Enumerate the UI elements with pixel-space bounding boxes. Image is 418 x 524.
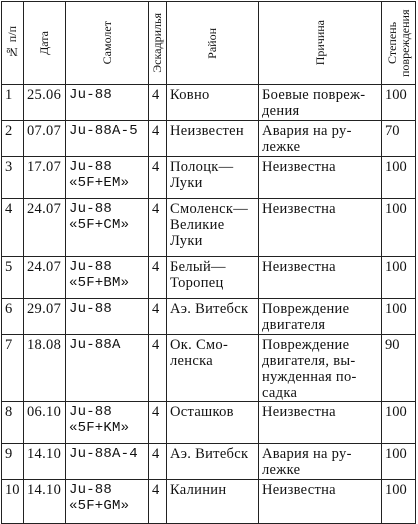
- cell-squadron-text: 4: [152, 159, 160, 175]
- losses-table: [1, 1, 416, 524]
- cell-date: [24, 335, 66, 402]
- header-region: [167, 2, 259, 85]
- cell-squadron: [149, 299, 167, 335]
- cell-degree-text: 100: [385, 259, 407, 275]
- cell-plane-text: Ju-88: [69, 259, 113, 275]
- cell-degree: [382, 335, 416, 402]
- cell-num: [2, 335, 24, 402]
- cell-squadron-text: 4: [152, 482, 160, 498]
- cell-region-text: Великие: [170, 217, 225, 233]
- header-squadron-label: Эскадрилья: [150, 13, 164, 73]
- cell-degree: [382, 444, 416, 480]
- cell-cause-text: лежке: [262, 139, 301, 155]
- header-degree: [382, 2, 416, 85]
- header-region-label: Район: [205, 27, 219, 59]
- header-date: [24, 2, 66, 85]
- table-row: [2, 480, 416, 524]
- cell-num-text: 9: [5, 446, 13, 462]
- table-row: [2, 121, 416, 157]
- cell-date-text: 14.10: [27, 482, 62, 498]
- cell-plane: [66, 335, 149, 402]
- cell-num-text: 4: [5, 201, 13, 217]
- cell-plane-text: «5F+GM»: [69, 498, 130, 514]
- cell-num-text: 7: [5, 337, 13, 353]
- header-plane-label: Самолет: [99, 21, 114, 65]
- cell-region: [167, 121, 259, 157]
- cell-cause: [259, 257, 382, 299]
- cell-date-text: 07.07: [27, 123, 62, 139]
- cell-num: [2, 257, 24, 299]
- table-body: [2, 85, 416, 524]
- table-row: [2, 299, 416, 335]
- cell-squadron-text: 4: [152, 404, 160, 420]
- cell-cause: [259, 121, 382, 157]
- cell-degree: [382, 199, 416, 257]
- cell-date-text: 18.08: [27, 337, 62, 353]
- cell-cause: [259, 335, 382, 402]
- cell-squadron-text: 4: [152, 87, 160, 103]
- cell-num-text: 5: [5, 259, 13, 275]
- cell-squadron: [149, 121, 167, 157]
- cell-date-text: 24.07: [27, 259, 62, 275]
- cell-num-text: 1: [5, 87, 13, 103]
- header-num-label: № п/п: [5, 26, 19, 60]
- cell-cause: [259, 444, 382, 480]
- cell-cause-text: Авария на ру-: [262, 446, 352, 462]
- cell-plane: [66, 444, 149, 480]
- cell-degree: [382, 157, 416, 199]
- cell-region-text: Луки: [170, 175, 203, 191]
- cell-degree: [382, 299, 416, 335]
- cell-num-text: 10: [5, 482, 20, 498]
- cell-squadron: [149, 199, 167, 257]
- table-row: [2, 157, 416, 199]
- cell-date: [24, 85, 66, 121]
- cell-plane: [66, 257, 149, 299]
- cell-degree: [382, 480, 416, 524]
- cell-cause-text: садка: [262, 385, 298, 401]
- cell-region-text: Аэ. Витебск: [170, 301, 249, 317]
- cell-squadron: [149, 85, 167, 121]
- cell-plane-text: Ju-88: [69, 301, 113, 317]
- cell-degree-text: 90: [385, 337, 400, 353]
- cell-plane: [66, 157, 149, 199]
- cell-num-text: 3: [5, 159, 13, 175]
- cell-degree-text: 100: [385, 301, 407, 317]
- cell-cause-text: Боевые повреж-: [262, 87, 366, 103]
- cell-squadron-text: 4: [152, 337, 160, 353]
- cell-date-text: 25.06: [27, 87, 62, 103]
- cell-degree: [382, 257, 416, 299]
- cell-plane-text: Ju-88: [69, 404, 113, 420]
- cell-region-text: Торопец: [170, 275, 224, 291]
- cell-date: [24, 157, 66, 199]
- cell-cause: [259, 402, 382, 444]
- table-row: [2, 444, 416, 480]
- cell-cause-text: Повреждение: [262, 301, 350, 317]
- cell-date: [24, 257, 66, 299]
- cell-cause-text: Неизвестна: [262, 159, 336, 175]
- cell-cause-text: нужденная по-: [262, 369, 357, 385]
- cell-plane: [66, 121, 149, 157]
- cell-date: [24, 121, 66, 157]
- cell-date: [24, 299, 66, 335]
- cell-num: [2, 299, 24, 335]
- cell-plane: [66, 199, 149, 257]
- cell-region: [167, 335, 259, 402]
- table-row: [2, 402, 416, 444]
- cell-degree-text: 100: [385, 201, 407, 217]
- cell-squadron: [149, 157, 167, 199]
- cell-degree: [382, 402, 416, 444]
- cell-cause: [259, 157, 382, 199]
- cell-cause: [259, 199, 382, 257]
- cell-region-text: Ок. Смо-: [170, 337, 229, 353]
- cell-cause-text: лежке: [262, 462, 301, 478]
- cell-plane-text: «5F+KM»: [69, 420, 130, 436]
- cell-squadron: [149, 335, 167, 402]
- cell-squadron-text: 4: [152, 201, 160, 217]
- cell-region: [167, 157, 259, 199]
- cell-squadron: [149, 257, 167, 299]
- header-degree-label: Степень повреждения: [384, 9, 412, 77]
- cell-date: [24, 199, 66, 257]
- cell-cause: [259, 480, 382, 524]
- cell-region: [167, 402, 259, 444]
- cell-squadron: [149, 444, 167, 480]
- cell-degree-text: 100: [385, 482, 407, 498]
- cell-region-text: Ковно: [170, 87, 210, 103]
- cell-degree-text: 100: [385, 404, 407, 420]
- cell-squadron-text: 4: [152, 446, 160, 462]
- cell-region: [167, 444, 259, 480]
- cell-plane-text: Ju-88: [69, 482, 113, 498]
- cell-date-text: 14.10: [27, 446, 62, 462]
- cell-plane-text: Ju-88A: [69, 337, 121, 353]
- cell-num: [2, 480, 24, 524]
- header-row: [2, 2, 416, 85]
- cell-region: [167, 199, 259, 257]
- header-date-label: Дата: [37, 31, 51, 55]
- table-row: [2, 199, 416, 257]
- table-row: [2, 257, 416, 299]
- cell-plane-text: Ju-88: [69, 159, 113, 175]
- header-squadron: [149, 2, 167, 85]
- cell-squadron: [149, 480, 167, 524]
- cell-num: [2, 157, 24, 199]
- cell-region: [167, 257, 259, 299]
- cell-date-text: 24.07: [27, 201, 62, 217]
- cell-plane: [66, 402, 149, 444]
- table-row: [2, 335, 416, 402]
- cell-cause-text: Авария на ру-: [262, 123, 352, 139]
- cell-squadron: [149, 402, 167, 444]
- cell-cause-text: Неизвестна: [262, 482, 336, 498]
- cell-region-text: Осташков: [170, 404, 234, 420]
- cell-plane: [66, 85, 149, 121]
- table-row: [2, 85, 416, 121]
- cell-plane-text: «5F+EM»: [69, 175, 130, 191]
- cell-plane-text: Ju-88A-4: [69, 446, 138, 462]
- cell-region: [167, 480, 259, 524]
- cell-squadron-text: 4: [152, 259, 160, 275]
- cell-plane-text: Ju-88: [69, 201, 113, 217]
- cell-cause-text: двигателя, вы-: [262, 353, 356, 369]
- cell-degree: [382, 121, 416, 157]
- header-plane: [66, 2, 149, 85]
- cell-date-text: 06.10: [27, 404, 62, 420]
- cell-degree: [382, 85, 416, 121]
- cell-region-text: Неизвестен: [170, 123, 244, 139]
- cell-squadron-text: 4: [152, 123, 160, 139]
- cell-squadron-text: 4: [152, 301, 160, 317]
- cell-degree-text: 100: [385, 159, 407, 175]
- cell-date: [24, 480, 66, 524]
- cell-region-text: Калинин: [170, 482, 227, 498]
- header-cause: [259, 2, 382, 85]
- cell-num-text: 2: [5, 123, 13, 139]
- cell-num: [2, 444, 24, 480]
- cell-num: [2, 199, 24, 257]
- cell-cause: [259, 299, 382, 335]
- header-cause-label: Причина: [312, 20, 327, 66]
- cell-region: [167, 85, 259, 121]
- cell-cause-text: Неизвестна: [262, 259, 336, 275]
- cell-date: [24, 402, 66, 444]
- cell-cause: [259, 85, 382, 121]
- cell-plane-text: Ju-88A-5: [69, 123, 138, 139]
- cell-region: [167, 299, 259, 335]
- cell-num: [2, 402, 24, 444]
- cell-num-text: 6: [5, 301, 13, 317]
- cell-degree-text: 70: [385, 123, 400, 139]
- cell-region-text: Полоцк—: [170, 159, 234, 175]
- cell-plane-text: «5F+CM»: [69, 217, 130, 233]
- cell-plane: [66, 480, 149, 524]
- cell-cause-text: дения: [262, 103, 300, 119]
- cell-degree-text: 100: [385, 446, 407, 462]
- cell-cause-text: двигателя: [262, 317, 326, 333]
- cell-region-text: Смоленск—: [170, 201, 249, 217]
- cell-cause-text: Неизвестна: [262, 404, 336, 420]
- cell-plane-text: «5F+BM»: [69, 275, 130, 291]
- cell-cause-text: Повреждение: [262, 337, 350, 353]
- cell-num: [2, 85, 24, 121]
- cell-date: [24, 444, 66, 480]
- cell-num-text: 8: [5, 404, 13, 420]
- cell-plane: [66, 299, 149, 335]
- cell-region-text: ленска: [170, 353, 213, 369]
- cell-degree-text: 100: [385, 87, 407, 103]
- cell-date-text: 17.07: [27, 159, 62, 175]
- cell-plane-text: Ju-88: [69, 87, 113, 103]
- cell-num: [2, 121, 24, 157]
- cell-region-text: Аэ. Витебск: [170, 446, 249, 462]
- cell-date-text: 29.07: [27, 301, 62, 317]
- cell-cause-text: Неизвестна: [262, 201, 336, 217]
- cell-region-text: Белый—: [170, 259, 226, 275]
- header-num: [2, 2, 24, 85]
- cell-region-text: Луки: [170, 233, 203, 249]
